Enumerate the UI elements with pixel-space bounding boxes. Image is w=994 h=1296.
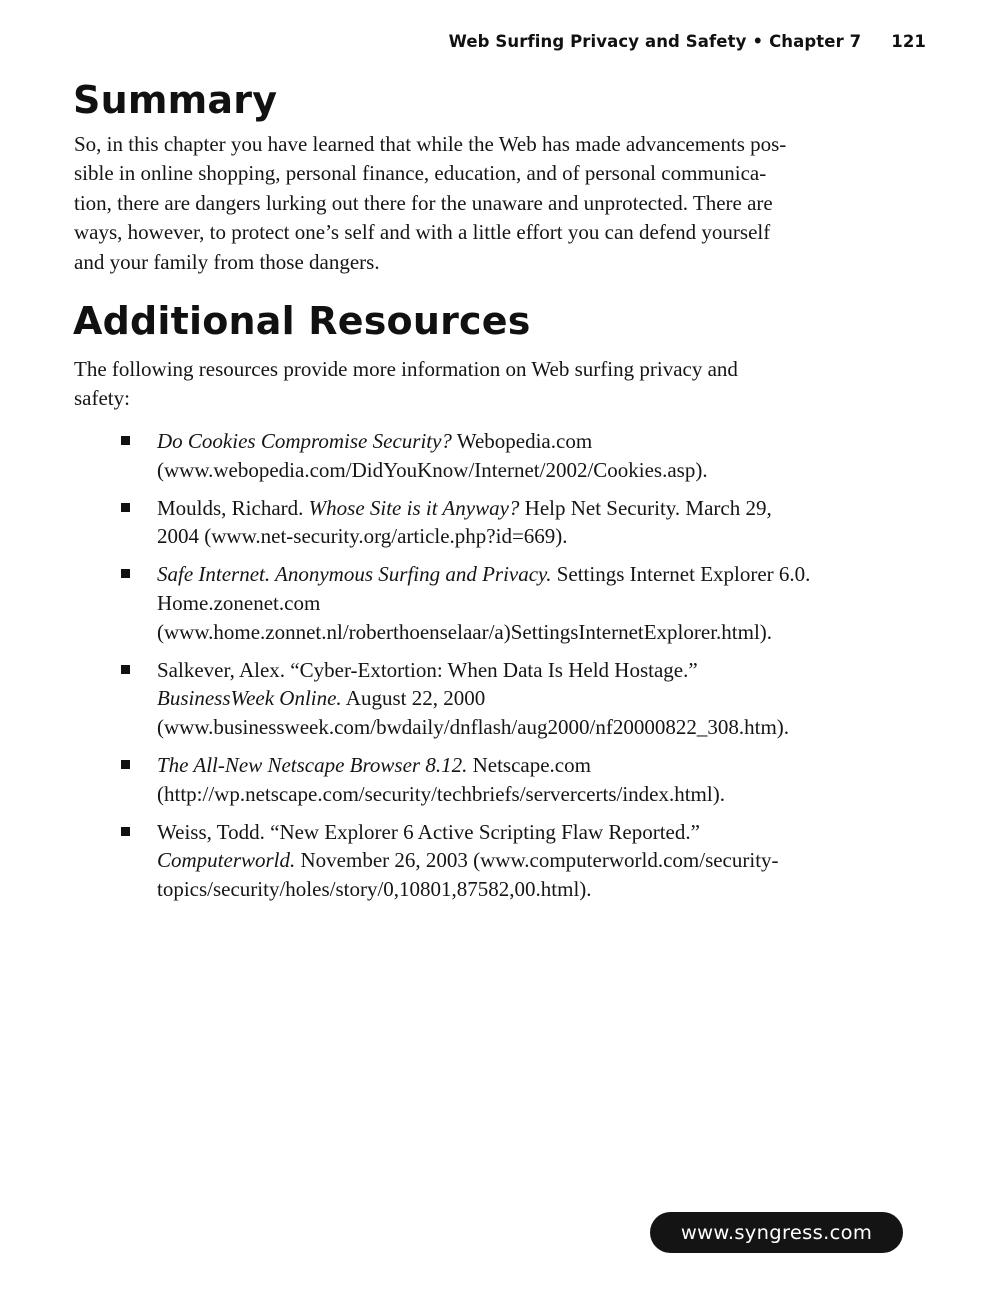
summary-line: tion, there are dangers lurking out there for the unaware and unprotected. There are	[74, 190, 773, 215]
resource-line	[157, 427, 877, 456]
bullet-icon	[121, 760, 130, 769]
intro-line: The following resources provide more information on Web surfing privacy and	[74, 357, 738, 381]
resource-line	[157, 875, 877, 904]
page-number: 121	[891, 32, 926, 51]
summary-line: sible in online shopping, personal finance, education, and of personal communica-	[74, 161, 767, 186]
summary-line: and your family from those dangers.	[74, 249, 380, 274]
resource-text: Netscape.com	[467, 752, 591, 777]
resource-line	[157, 589, 877, 618]
resource-item	[117, 560, 877, 646]
bullet-icon	[121, 569, 130, 578]
summary-paragraph	[74, 130, 864, 277]
resource-title-text: Computerworld.	[157, 848, 296, 873]
resource-text: (www.businessweek.com/bwdaily/dnflash/aug2000/nf20000822_308.htm).	[157, 715, 790, 740]
resource-line	[157, 713, 877, 742]
resource-line	[157, 618, 877, 647]
intro-line: safety:	[74, 386, 130, 411]
summary-heading: Summary	[73, 78, 278, 122]
resource-text: November 26, 2003 (www.computerworld.com/security-	[295, 848, 779, 873]
resource-item	[117, 656, 877, 742]
resource-item	[117, 427, 877, 485]
resource-line	[157, 846, 877, 875]
resource-text: (http://wp.netscape.com/security/techbriefs/servercerts/index.html).	[157, 781, 725, 806]
resource-line	[157, 494, 877, 523]
bullet-icon	[121, 665, 130, 674]
bullet-icon	[121, 436, 130, 445]
resource-text: 2004 (www.net-security.org/article.php?id=669).	[157, 524, 568, 549]
header-chapter: Chapter 7	[769, 32, 862, 51]
resource-text: Home.zonenet.com	[157, 590, 321, 615]
resource-title-text: The All-New Netscape Browser 8.12.	[157, 752, 468, 777]
resource-line	[157, 656, 877, 685]
resource-text: topics/security/holes/story/0,10801,87582,00.html).	[157, 877, 592, 902]
resource-title-text: Safe Internet. Anonymous Surfing and Privacy.	[157, 562, 552, 587]
resource-text: Salkever, Alex. “Cyber-Extortion: When Data Is Held Hostage.”	[157, 657, 698, 682]
resource-line	[157, 751, 877, 780]
resource-title-text: Do Cookies Compromise Security?	[157, 429, 452, 453]
publisher-url-badge: www.syngress.com	[650, 1212, 903, 1253]
resource-line	[157, 684, 877, 713]
resource-text: Help Net Security. March 29,	[519, 495, 772, 520]
additional-resources-heading: Additional Resources	[73, 299, 531, 343]
resource-text: Webopedia.com	[451, 429, 593, 453]
resource-title-text: Whose Site is it Anyway?	[308, 495, 520, 520]
resource-line	[157, 560, 877, 589]
header-separator: •	[752, 32, 764, 51]
resource-text: Moulds, Richard.	[157, 495, 309, 520]
resource-list	[117, 427, 877, 913]
resources-intro-paragraph	[74, 355, 814, 414]
resource-title-text: BusinessWeek Online.	[157, 686, 342, 711]
resource-line	[157, 456, 877, 485]
resource-line	[157, 522, 877, 551]
running-header	[449, 32, 926, 51]
resource-text: (www.webopedia.com/DidYouKnow/Internet/2002/Cookies.asp).	[157, 457, 708, 482]
resource-item	[117, 751, 877, 809]
resource-text: August 22, 2000	[341, 686, 486, 711]
resource-item	[117, 494, 877, 552]
resource-line	[157, 818, 877, 847]
resource-line	[157, 780, 877, 809]
bullet-icon	[121, 827, 130, 836]
summary-line: ways, however, to protect one’s self and with a little effort you can defend yourself	[74, 220, 771, 245]
resource-text: (www.home.zonnet.nl/roberthoenselaar/a)SettingsInternetExplorer.html).	[157, 619, 773, 644]
header-title: Web Surfing Privacy and Safety	[448, 32, 747, 51]
bullet-icon	[121, 503, 130, 512]
resource-text: Weiss, Todd. “New Explorer 6 Active Scripting Flaw Reported.”	[157, 819, 700, 844]
summary-line: So, in this chapter you have learned that while the Web has made advancements pos-	[74, 132, 787, 156]
resource-text: Settings Internet Explorer 6.0.	[551, 562, 811, 587]
resource-item	[117, 818, 877, 904]
